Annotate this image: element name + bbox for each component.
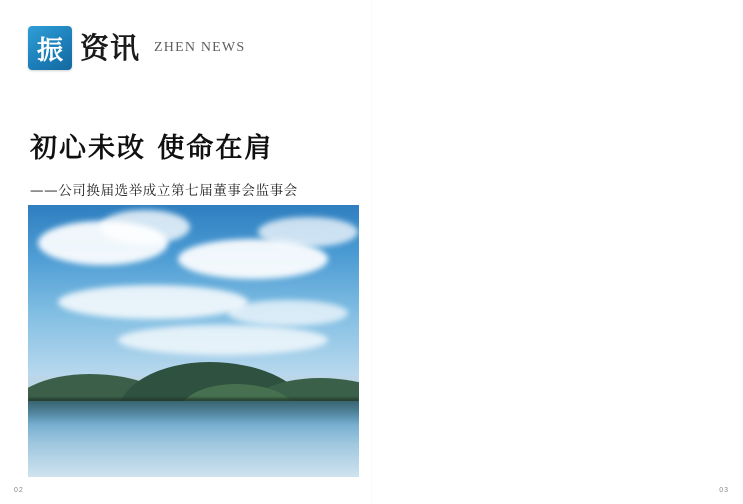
masthead-title-en: ZHEN NEWS — [154, 39, 246, 55]
left-page — [0, 0, 371, 504]
cloud-shape — [100, 210, 190, 244]
photo-water — [28, 401, 359, 477]
seal-logo-icon: 振 — [28, 26, 72, 70]
lake-landscape-photo — [28, 205, 359, 477]
folio-left: 02 — [14, 487, 24, 494]
page-subtitle: ——公司换届选举成立第七届董事会监事会 — [30, 182, 298, 199]
folio-right: 03 — [719, 487, 729, 494]
right-page — [371, 0, 743, 504]
cloud-shape — [58, 285, 248, 319]
masthead — [28, 26, 245, 70]
masthead-title-cn: 资讯 — [80, 30, 141, 65]
cloud-shape — [118, 325, 328, 355]
cloud-shape — [228, 300, 348, 326]
water-reflection — [28, 401, 359, 425]
page-title: 初心未改 使命在肩 — [30, 133, 274, 164]
headline-block — [30, 132, 350, 199]
cloud-shape — [258, 217, 358, 247]
